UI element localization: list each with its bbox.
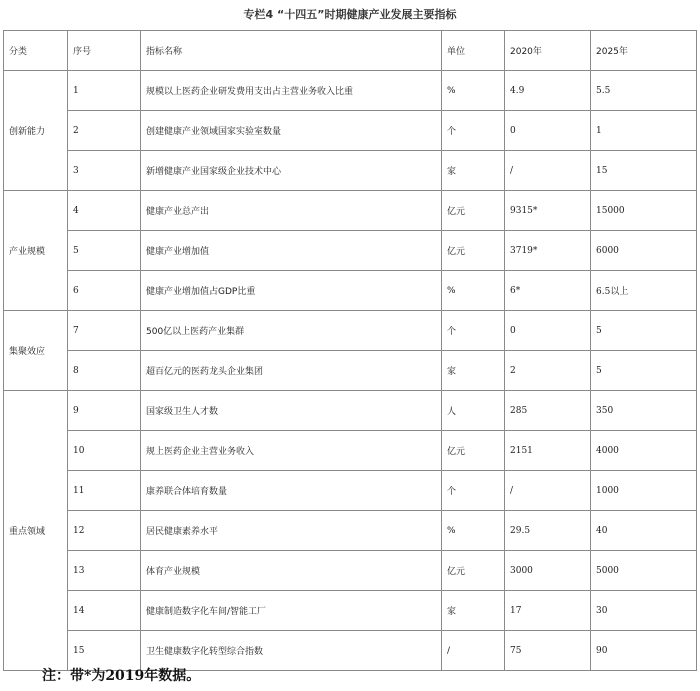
value-2020-cell: 2151 [505,431,591,471]
table-row [4,111,697,151]
unit-cell: % [442,511,505,551]
number-cell: 7 [68,311,141,351]
unit-cell: 个 [442,111,505,151]
table-row [4,511,697,551]
value-2025-cell: 15000 [591,191,697,231]
value-2025-cell: 4000 [591,431,697,471]
number-cell: 4 [68,191,141,231]
number-cell: 3 [68,151,141,191]
table-row [4,71,697,111]
header-cell-indicator: 指标名称 [141,31,442,71]
table-row [4,191,697,231]
table-row [4,311,697,351]
indicator-cell: 规上医药企业主营业务收入 [141,431,442,471]
table-row [4,591,697,631]
indicator-cell: 新增健康产业国家级企业技术中心 [141,151,442,191]
value-2025-cell: 1000 [591,471,697,511]
value-2020-cell: 17 [505,591,591,631]
value-2025-cell: 1 [591,111,697,151]
category-cell: 创新能力 [4,71,68,191]
value-2020-cell: / [505,471,591,511]
table-row [4,431,697,471]
value-2025-cell: 350 [591,391,697,431]
indicator-cell: 国家级卫生人才数 [141,391,442,431]
number-cell: 1 [68,71,141,111]
table-row [4,391,697,431]
indicator-cell: 500亿以上医药产业集群 [141,311,442,351]
value-2025-cell: 6000 [591,231,697,271]
indicator-cell: 康养联合体培育数量 [141,471,442,511]
value-2025-cell: 5.5 [591,71,697,111]
indicator-cell: 健康制造数字化车间/智能工厂 [141,591,442,631]
category-cell: 重点领域 [4,391,68,671]
unit-cell: 人 [442,391,505,431]
number-cell: 11 [68,471,141,511]
unit-cell: / [442,631,505,671]
table-row [4,151,697,191]
number-cell: 2 [68,111,141,151]
value-2020-cell: 29.5 [505,511,591,551]
value-2025-cell: 30 [591,591,697,631]
unit-cell: 家 [442,351,505,391]
indicator-cell: 健康产业增加值占GDP比重 [141,271,442,311]
header-cell-number: 序号 [68,31,141,71]
category-cell: 产业规模 [4,191,68,311]
unit-cell: 个 [442,471,505,511]
indicator-cell: 体育产业规模 [141,551,442,591]
table-row [4,231,697,271]
value-2020-cell: 0 [505,311,591,351]
number-cell: 5 [68,231,141,271]
table-title: 专栏4 “十四五”时期健康产业发展主要指标 [243,8,457,21]
value-2025-cell: 5000 [591,551,697,591]
value-2020-cell: 6* [505,271,591,311]
value-2025-cell: 5 [591,351,697,391]
value-2020-cell: 75 [505,631,591,671]
table-row [4,351,697,391]
unit-cell: 亿元 [442,231,505,271]
number-cell: 8 [68,351,141,391]
unit-cell: 家 [442,591,505,631]
value-2025-cell: 15 [591,151,697,191]
unit-cell: 亿元 [442,551,505,591]
value-2025-cell: 5 [591,311,697,351]
table-body [4,31,697,671]
value-2020-cell: 2 [505,351,591,391]
number-cell: 14 [68,591,141,631]
number-cell: 10 [68,431,141,471]
number-cell: 15 [68,631,141,671]
value-2020-cell: 9315* [505,191,591,231]
number-cell: 6 [68,271,141,311]
header-row [4,31,697,71]
value-2020-cell: 3719* [505,231,591,271]
indicator-cell: 居民健康素养水平 [141,511,442,551]
number-cell: 13 [68,551,141,591]
indicator-cell: 规模以上医药企业研发费用支出占主营业务收入比重 [141,71,442,111]
header-cell-2025: 2025年 [591,31,697,71]
header-cell-unit: 单位 [442,31,505,71]
category-cell: 集聚效应 [4,311,68,391]
indicator-cell: 超百亿元的医药龙头企业集团 [141,351,442,391]
indicator-cell: 卫生健康数字化转型综合指数 [141,631,442,671]
footnote: 注：带*为2019年数据。 [42,668,201,684]
indicator-cell: 健康产业总产出 [141,191,442,231]
unit-cell: % [442,71,505,111]
indicator-cell: 创建健康产业领域国家实验室数量 [141,111,442,151]
number-cell: 9 [68,391,141,431]
indicator-cell: 健康产业增加值 [141,231,442,271]
header-cell-category: 分类 [4,31,68,71]
value-2025-cell: 40 [591,511,697,551]
value-2020-cell: / [505,151,591,191]
unit-cell: 亿元 [442,431,505,471]
unit-cell: 个 [442,311,505,351]
value-2025-cell: 6.5以上 [591,271,697,311]
unit-cell: % [442,271,505,311]
value-2025-cell: 90 [591,631,697,671]
number-cell: 12 [68,511,141,551]
value-2020-cell: 4.9 [505,71,591,111]
unit-cell: 家 [442,151,505,191]
indicators-table [3,30,697,671]
value-2020-cell: 285 [505,391,591,431]
value-2020-cell: 3000 [505,551,591,591]
unit-cell: 亿元 [442,191,505,231]
table-row [4,471,697,511]
value-2020-cell: 0 [505,111,591,151]
header-cell-2020: 2020年 [505,31,591,71]
table-row [4,551,697,591]
table-row [4,271,697,311]
